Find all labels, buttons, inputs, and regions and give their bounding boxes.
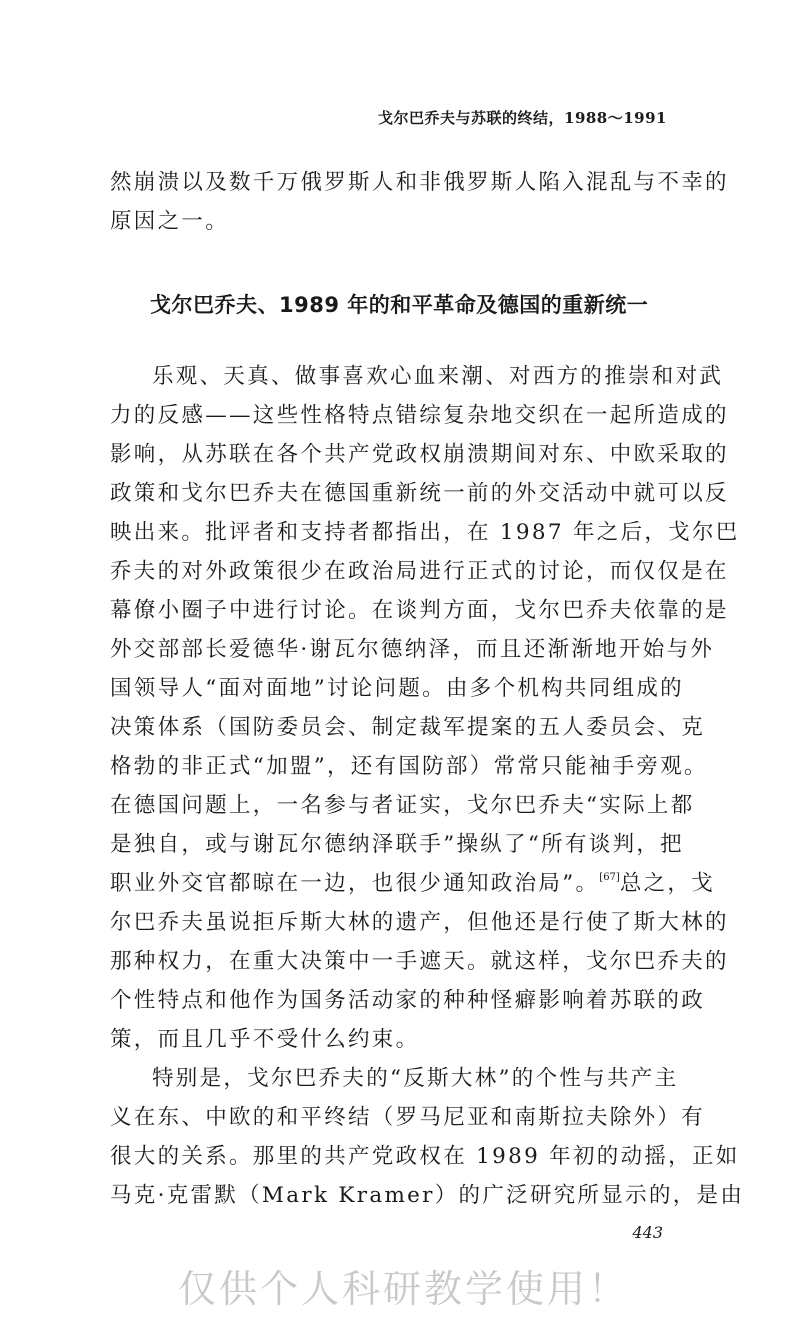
intro-line: 原因之一。	[110, 209, 230, 234]
paragraph-line: 格勃的非正式“加盟”，还有国防部）常常只能袖手旁观。	[110, 754, 708, 779]
paragraph-line: 是独自，或与谢瓦尔德纳泽联手”操纵了“所有谈判，把	[110, 832, 684, 857]
running-header: 戈尔巴乔夫与苏联的终结，1988～1991	[378, 109, 667, 127]
paragraph-text: 职业外交官都晾在一边，也很少通知政治局”。	[110, 871, 600, 896]
paragraph-line: 义在东、中欧的和平终结（罗马尼亚和南斯拉夫除外）有	[110, 1105, 706, 1130]
paragraph-line: 乐观、天真、做事喜欢心血来潮、对西方的推崇和对武	[152, 364, 724, 389]
page-number: 443	[632, 1223, 663, 1242]
footnote-reference[interactable]: [67]	[599, 872, 620, 883]
section-heading: 戈尔巴乔夫、1989 年的和平革命及德国的重新统一	[150, 293, 649, 317]
paragraph-line: 策，而且几乎不受什么约束。	[110, 1027, 420, 1052]
paragraph-line: 影响，从苏联在各个共产党政权崩溃期间对东、中欧采取的	[110, 442, 729, 467]
paragraph-line: 乔夫的对外政策很少在政治局进行正式的讨论，而仅仅是在	[110, 559, 729, 584]
paragraph-line: 马克·克雷默（Mark Kramer）的广泛研究所显示的，是由	[110, 1183, 745, 1208]
paragraph-line: 很大的关系。那里的共产党政权在 1989 年初的动摇，正如	[110, 1144, 740, 1169]
watermark-text: 仅供个人科研教学使用！	[178, 1267, 630, 1311]
paragraph-line: 那种权力，在重大决策中一手遮天。就这样，戈尔巴乔夫的	[110, 949, 729, 974]
paragraph-line: 力的反感——这些性格特点错综复杂地交织在一起所造成的	[110, 403, 729, 428]
paragraph-line: 政策和戈尔巴乔夫在德国重新统一前的外交活动中就可以反	[110, 481, 729, 506]
paragraph-line: 决策体系（国防委员会、制定裁军提案的五人委员会、克	[110, 715, 706, 740]
paragraph-line: 外交部部长爱德华·谢瓦尔德纳泽，而且还渐渐地开始与外	[110, 637, 715, 662]
paragraph-text: 总之，戈	[619, 871, 716, 896]
intro-line: 然崩溃以及数千万俄罗斯人和非俄罗斯人陷入混乱与不幸的	[110, 170, 729, 195]
paragraph-line: 幕僚小圈子中进行讨论。在谈判方面，戈尔巴乔夫依靠的是	[110, 598, 729, 623]
paragraph-line: 映出来。批评者和支持者都指出，在 1987 年之后，戈尔巴	[110, 520, 740, 545]
paragraph-line: 特别是，戈尔巴乔夫的“反斯大林”的个性与共产主	[152, 1066, 679, 1091]
paragraph-line: 国领导人“面对面地”讨论问题。由多个机构共同组成的	[110, 676, 684, 701]
paragraph-line: 尔巴乔夫虽说拒斥斯大林的遗产，但他还是行使了斯大林的	[110, 910, 729, 935]
paragraph-line: 个性特点和他作为国务活动家的种种怪癖影响着苏联的政	[110, 988, 706, 1013]
paragraph-line: 在德国问题上，一名参与者证实，戈尔巴乔夫“实际上都	[110, 793, 695, 818]
paragraph-line	[110, 873, 715, 895]
